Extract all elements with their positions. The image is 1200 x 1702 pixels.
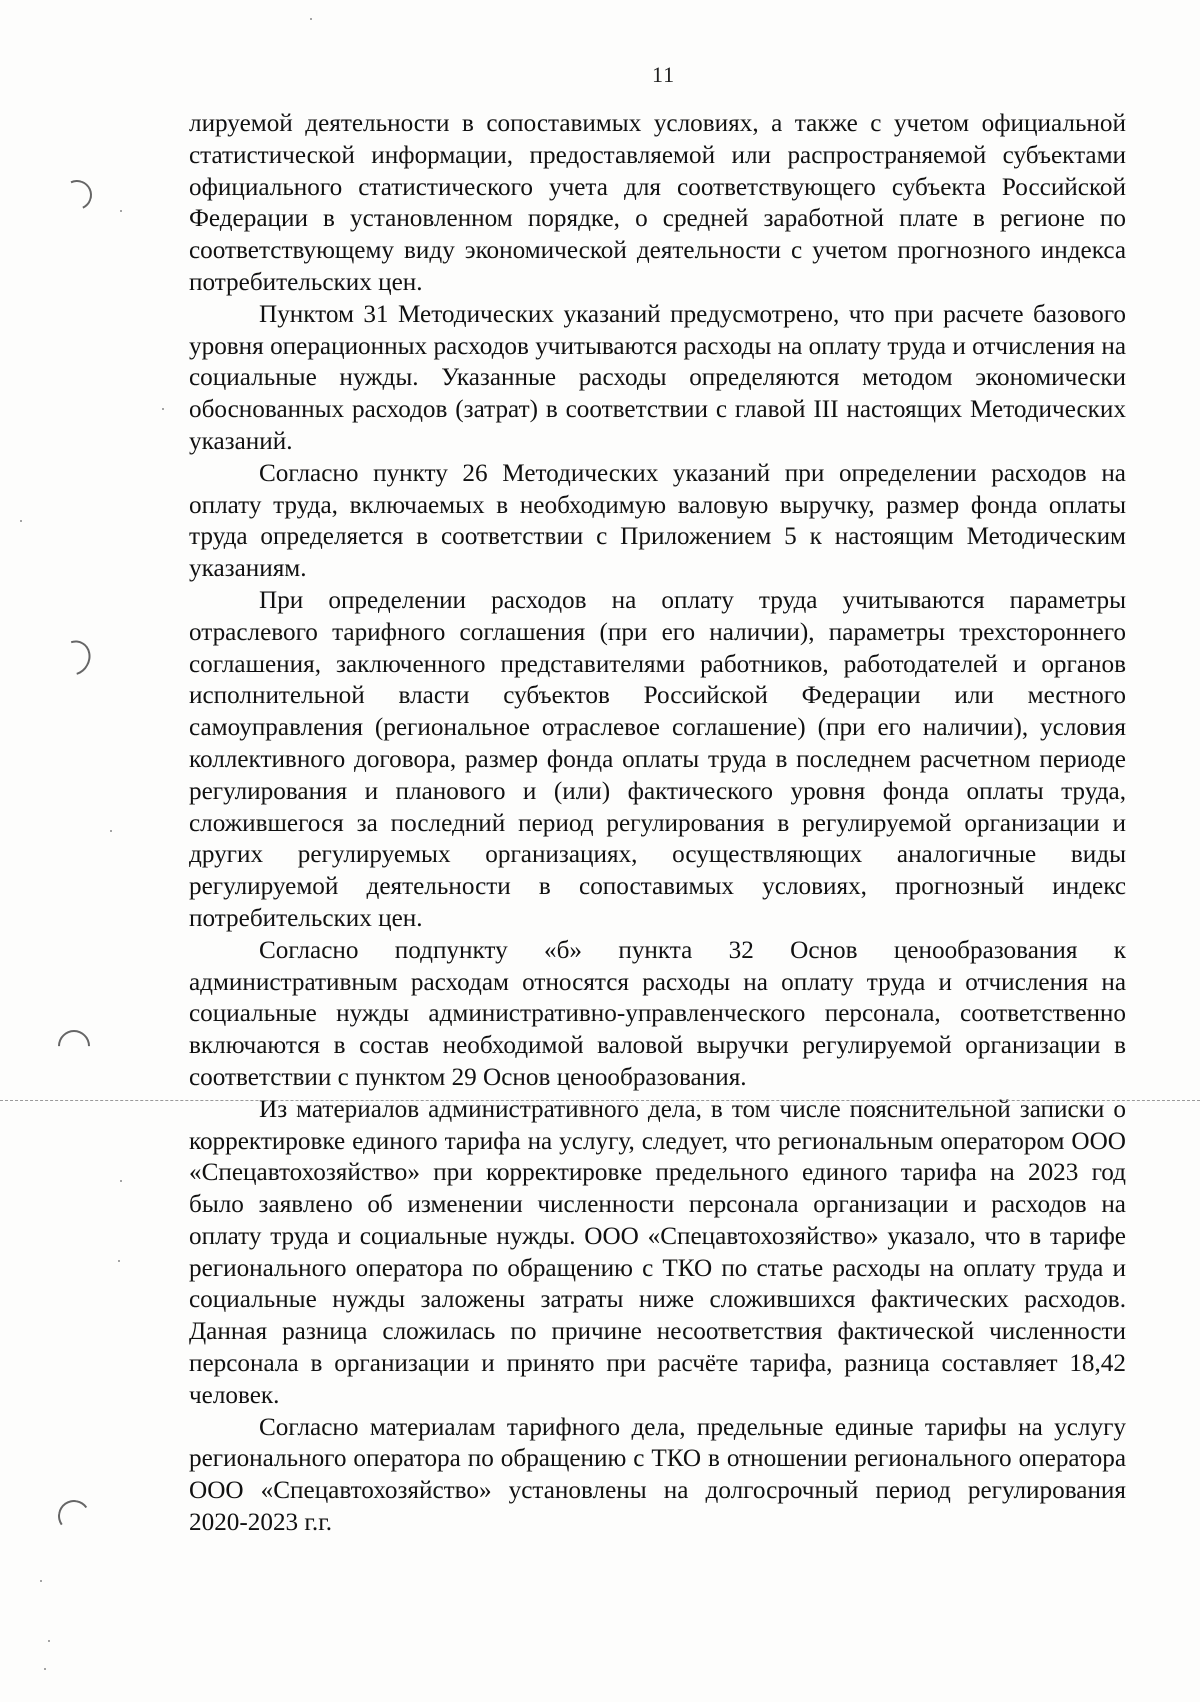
scan-speck	[310, 18, 312, 20]
paragraph: Пунктом 31 Методических указаний предусмотрено, что при расчете базового уровня операционных расходов учитываются расходы на оплату труда и отчисления на социальные нужды. Указанные расходы определяются методом экономически обоснованных расходов (затрат) в соответствии с главой III настоящих Методических указаний.	[189, 300, 1126, 455]
paragraph: Согласно материалам тарифного дела, предельные единые тарифы на услугу регионального оператора по обращению с ТКО в отношении регионального оператора ООО «Спецавтохозяйство» установлены на долгосрочный период регулирования 2020-2023 г.г.	[189, 1413, 1126, 1537]
document-body	[189, 108, 1126, 1539]
punch-hole-mark	[55, 1497, 92, 1534]
paragraph: Согласно подпункту «б» пункта 32 Основ ценообразования к административным расходам относятся расходы на оплату труда и отчисления на социальные нужды административно-управленческого персонала, соответственно включаются в состав необходимой валовой выручки регулируемой организации в соответствии с пунктом 29 Основ ценообразования.	[189, 936, 1126, 1091]
scan-speck	[44, 1668, 46, 1670]
scan-speck	[120, 1180, 122, 1182]
scan-speck	[40, 1580, 42, 1582]
scan-speck	[48, 1640, 50, 1642]
scan-speck	[110, 830, 112, 832]
paragraph: При определении расходов на оплату труда учитываются параметры отраслевого тарифного соглашения (при его наличии), параметры трехстороннего соглашения, заключенного представителями работников, работодателей и органов исполнительной власти субъектов Российской Федерации или местного самоуправления (региональное отраслевое соглашение) (при его наличии), условия коллективного договора, размер фонда оплаты труда в последнем расчетном периоде регулирования и планового и (или) фактического уровня фонда оплаты труда, сложившегося за последний период регулирования в регулируемой организации и других регулируемых организациях, осуществляющих аналогичные виды регулируемой деятельности в сопоставимых условиях, прогнозный индекс потребительских цен.	[189, 586, 1126, 932]
paragraph: Из материалов административного дела, в том числе пояснительной записки о корректировке единого тарифа на услугу, следует, что региональным оператором ООО «Спецавтохозяйство» при корректировке предельного единого тарифа на 2023 год было заявлено об изменении численности персонала организации и расходов на оплату труда и социальные нужды. ООО «Спецавтохозяйство» указало, что в тарифе регионального оператора по обращению с ТКО по статье расходы на оплату труда и социальные нужды заложены затраты ниже сложившихся фактических расходов. Данная разница сложилась по причине несоответствия фактической численности персонала в организации и принято при расчёте тарифа, разница составляет 18,42 человек.	[189, 1095, 1126, 1409]
paragraph-continuation: лируемой деятельности в сопоставимых условиях, а также с учетом официальной статистической информации, предоставляемой или распространяемой субъектами официального статистического учета для соответствующего субъекта Российской Федерации в установленном порядке, о средней заработной плате в регионе по соответствующему виду экономической деятельности с учетом прогнозного индекса потребительских цен.	[189, 110, 1126, 296]
punch-hole-mark	[51, 634, 97, 681]
punch-hole-mark	[58, 176, 96, 214]
punch-hole-mark	[51, 1023, 96, 1068]
page-number: 11	[652, 62, 676, 87]
paragraph: Согласно пункту 26 Методических указаний при определении расходов на оплату труда, включаемых в необходимую валовую выручку, размер фонда оплаты труда определяется в соответствии с Приложением 5 к настоящим Методическим указаниям.	[189, 459, 1126, 583]
scan-speck	[120, 210, 122, 212]
scan-speck	[162, 408, 164, 410]
scan-artifact-line	[0, 1100, 1200, 1101]
scan-speck	[20, 520, 22, 522]
scan-speck	[118, 1260, 120, 1262]
